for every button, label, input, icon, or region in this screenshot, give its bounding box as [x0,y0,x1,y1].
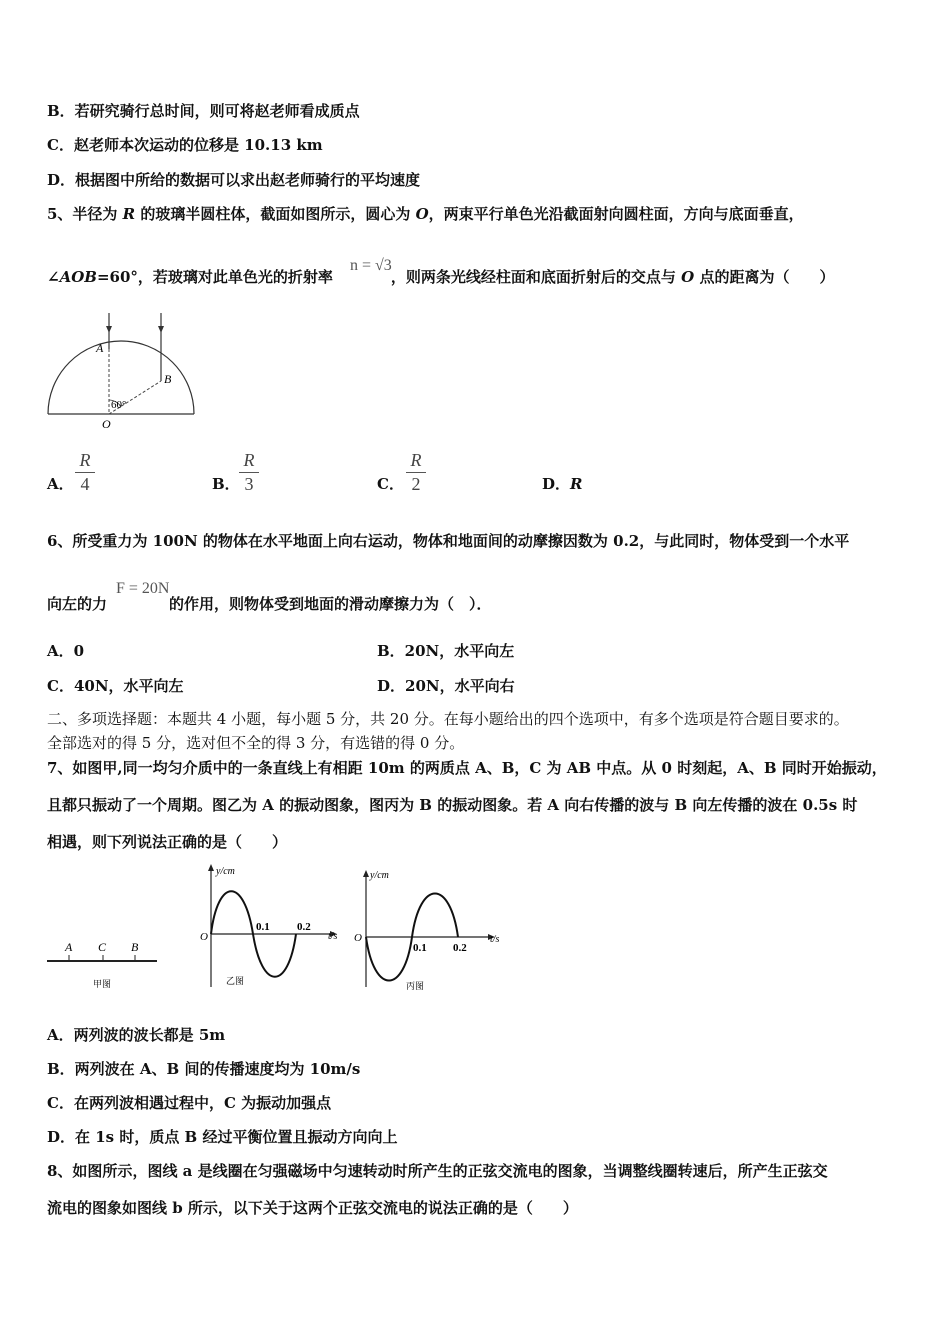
bing-t1: 0.1 [413,942,427,954]
q5-option-a-label: A． [47,475,74,493]
q7-option-b: B．两列波在 A、B 间的传播速度均为 10m/s [47,1060,361,1078]
q7-option-d: D．在 1s 时，质点 B 经过平衡位置且振动方向向上 [47,1128,398,1146]
q5-option-b-label: B． [212,475,240,493]
q7-figure-jia [45,935,165,995]
q6-option-a: A．0 [47,642,85,660]
q6-option-d: D．20N，水平向右 [377,677,515,695]
q4-option-c: C．赵老师本次运动的位移是 10.13 km [47,136,323,154]
yi-t1: 0.1 [256,921,270,933]
q6-formula: F = 20N [116,580,170,597]
q5-option-c-fraction: R 2 [406,450,426,495]
jia-label-b: B [131,940,139,954]
yi-t2: 0.2 [297,921,311,933]
q7-stem-line2: 且都只振动了一个周期。图乙为 A 的振动图象，图丙为 B 的振动图象。若 A 向右传播的波与 B 向左传播的波在 0.5s 时 [47,796,858,814]
yi-ylabel: y/cm [216,866,235,877]
q5-stem-line1: 5、半径为 R 的玻璃半圆柱体，截面如图所示，圆心为 O，两束平行单色光沿截面射向圆柱面，方向与底面垂直， [47,205,804,223]
ray-a-arrow [106,326,112,333]
label-b: B [164,372,172,386]
q5-stem-line2: ∠AOB=60°，若玻璃对此单色光的折射率 ，则两条光线经柱面和底面折射后的交点与 O 点的距离为（ ） [47,268,835,286]
jia-label-a: A [65,940,73,954]
q7-figure-bing [352,862,507,992]
q7-option-c: C．在两列波相遇过程中，C 为振动加强点 [47,1094,332,1112]
q5-option-b-fraction: R 3 [239,450,259,495]
yi-origin: O [200,931,208,943]
q4-option-d: D．根据图中所给的数据可以求出赵老师骑行的平均速度 [47,171,421,189]
label-o: O [102,417,111,431]
label-a: A [96,341,104,355]
q4-option-b: B．若研究骑行总时间，则可将赵老师看成质点 [47,102,360,120]
bing-caption: 丙图 [406,981,425,991]
q6-stem-line2: 向左的力 的作用，则物体受到地面的滑动摩擦力为（ ）． [47,595,492,613]
q5-option-a-fraction: R 4 [75,450,95,495]
bing-origin: O [354,932,362,944]
q6-stem-line1: 6、所受重力为 100N 的物体在水平地面上向右运动，物体和地面间的动摩擦因数为 0.2，与此同时，物体受到一个水平 [47,532,850,550]
yi-xlabel: t/s [328,931,338,942]
q5-figure [40,308,200,433]
label-angle: 60° [111,399,127,411]
bing-t2: 0.2 [453,942,467,954]
q6-option-b: B．20N，水平向左 [377,642,515,660]
q8-stem-line1: 8、如图所示，图线 a 是线圈在匀强磁场中匀速转动时所产生的正弦交流电的图象，当调整线圈转速后，所产生正弦交 [47,1162,828,1180]
q5-option-c-label: C． [377,475,404,493]
q7-stem-line3: 相遇，则下列说法正确的是（ ） [47,833,288,851]
q7-figure-yi [198,862,348,992]
q5-formula: n = √3 [350,257,392,274]
q7-stem-line1: 7、如图甲,同一均匀介质中的一条直线上有相距 10m 的两质点 A、B，C 为 AB 中点。从 0 时刻起，A、B 同时开始振动， [47,759,887,777]
jia-caption: 甲图 [93,979,112,989]
bing-ylabel: y/cm [370,870,389,881]
q5-option-d: D．R [542,475,583,493]
section2-heading-line2: 全部选对的得 5 分，选对但不全的得 3 分，有选错的得 0 分。 [47,734,465,752]
q8-stem-line2: 流电的图象如图线 b 所示，以下关于这两个正弦交流电的说法正确的是（ ） [47,1199,578,1217]
bing-xlabel: t/s [490,934,500,945]
jia-label-c: C [98,940,107,954]
q6-option-c: C．40N，水平向左 [47,677,184,695]
q7-option-a: A．两列波的波长都是 5m [47,1026,226,1044]
ray-b-arrow [158,326,164,333]
section2-heading-line1: 二、多项选择题：本题共 4 小题，每小题 5 分，共 20 分。在每小题给出的四个选项中，有多个选项是符合题目要求的。 [47,710,849,728]
yi-caption: 乙图 [226,976,245,986]
